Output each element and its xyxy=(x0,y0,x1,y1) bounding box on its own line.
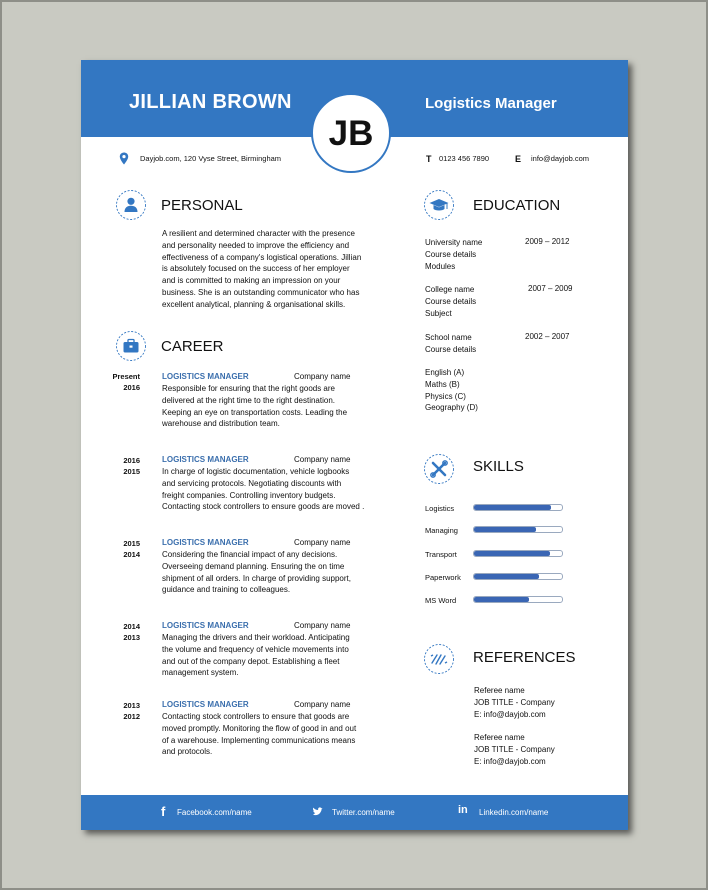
location-pin-icon xyxy=(119,152,129,165)
summary-line: and personality needed to improve the efficiency and xyxy=(162,240,350,250)
education-years: 2002 – 2007 xyxy=(525,332,570,341)
referee-job: JOB TITLE - Company xyxy=(474,744,555,754)
description-line: of a warehouse. Implementing communications means xyxy=(162,735,356,745)
footer-band xyxy=(81,795,628,830)
job-years xyxy=(102,371,140,393)
phone-text: 0123 456 7890 xyxy=(439,154,490,163)
tools-icon xyxy=(423,453,455,485)
subject-grade: Maths (B) xyxy=(425,379,460,389)
personal-summary xyxy=(162,228,361,311)
job-title-entry: LOGISTICS MANAGER xyxy=(162,538,249,547)
skill-bar-fill xyxy=(474,505,551,510)
description-line: management system. xyxy=(162,668,239,678)
year-end: 2013 xyxy=(123,701,140,710)
education-years: 2009 – 2012 xyxy=(525,237,570,246)
description-line: Contacting stock controllers to ensure that goods are xyxy=(162,712,350,721)
year-end: 2015 xyxy=(123,539,140,548)
institution-name: College name xyxy=(425,285,475,294)
job-years xyxy=(102,700,140,722)
year-start: 2013 xyxy=(123,633,140,642)
description-line: shipment of all orders. In charge of providing support, xyxy=(162,573,351,583)
summary-line: effectiveness of a company's logistical operations. Jillian xyxy=(162,252,362,262)
skill-label: Paperwork xyxy=(425,573,461,582)
skill-label: Transport xyxy=(425,550,457,559)
course-extra: Subject xyxy=(425,308,452,318)
skill-bar-fill xyxy=(474,574,539,579)
references-heading: REFERENCES xyxy=(473,649,576,666)
job-description xyxy=(162,711,356,758)
email-label: E xyxy=(515,154,522,164)
year-start: 2016 xyxy=(123,383,140,392)
company-name: Company name xyxy=(294,621,351,630)
description-line: In charge of logistic documentation, vehicle logbooks xyxy=(162,467,350,476)
job-title: Logistics Manager xyxy=(425,95,557,112)
education-entry xyxy=(425,237,482,272)
job-title-entry: LOGISTICS MANAGER xyxy=(162,372,249,381)
description-line: freight companies. Controlling inventory budgets. xyxy=(162,490,336,500)
course-extra: Modules xyxy=(425,261,456,271)
skill-label: Managing xyxy=(425,526,458,535)
skills-heading: SKILLS xyxy=(473,458,524,475)
linkedin-icon: in xyxy=(458,804,468,816)
referee-email: E: info@dayjob.com xyxy=(474,756,546,766)
job-title-entry: LOGISTICS MANAGER xyxy=(162,455,249,464)
year-start: 2014 xyxy=(123,550,140,559)
referee-name: Referee name xyxy=(474,733,525,742)
job-years xyxy=(102,538,140,560)
job-title-entry: LOGISTICS MANAGER xyxy=(162,621,249,630)
subject-grade: Physics (C) xyxy=(425,391,466,401)
job-description xyxy=(162,632,350,679)
referee-email: E: info@dayjob.com xyxy=(474,709,546,719)
year-end: 2014 xyxy=(123,622,140,631)
education-entry xyxy=(425,284,476,319)
summary-line: and is committed to making an impression on your xyxy=(162,276,341,286)
company-name: Company name xyxy=(294,372,351,381)
personal-heading: PERSONAL xyxy=(161,197,243,214)
course-details: Course details xyxy=(425,249,477,259)
skill-bar xyxy=(473,596,563,603)
referee-job: JOB TITLE - Company xyxy=(474,697,555,707)
description-line: and out of the company depot. Establishing a fleet xyxy=(162,656,340,666)
year-end: Present xyxy=(112,372,140,381)
education-years: 2007 – 2009 xyxy=(528,284,573,293)
twitter-icon xyxy=(312,807,323,817)
course-details: Course details xyxy=(425,344,477,354)
skill-bar-fill xyxy=(474,597,529,602)
description-line: Considering the financial impact of any decisions. xyxy=(162,550,338,559)
skill-bar-fill xyxy=(474,527,536,532)
address-text: Dayjob.com, 120 Vyse Street, Birmingham xyxy=(140,154,282,163)
company-name: Company name xyxy=(294,538,351,547)
education-heading: EDUCATION xyxy=(473,197,561,214)
skill-label: Logistics xyxy=(425,504,455,513)
phone-label: T xyxy=(426,154,432,164)
job-description xyxy=(162,383,347,430)
skill-bar xyxy=(473,550,563,557)
job-title-entry: LOGISTICS MANAGER xyxy=(162,700,249,709)
description-line: moved promptly. Monitoring the flow of good in and out xyxy=(162,723,357,733)
skill-bar-fill xyxy=(474,551,550,556)
description-line: Contacting stock controllers to ensure goods are moved . xyxy=(162,502,365,512)
skill-bar xyxy=(473,526,563,533)
twitter-link[interactable]: Twitter.com/name xyxy=(332,808,395,817)
handshake-icon xyxy=(423,643,455,675)
monogram-badge: JB xyxy=(311,93,391,173)
course-details: Course details xyxy=(425,296,477,306)
description-line: delivered at the right time to the right destination. xyxy=(162,395,335,405)
company-name: Company name xyxy=(294,700,351,709)
linkedin-link[interactable]: Linkedin.com/name xyxy=(479,808,549,817)
referee-name: Referee name xyxy=(474,686,525,695)
year-start: 2012 xyxy=(123,712,140,721)
summary-line: is absolutely focused on the success of her employer xyxy=(162,264,350,274)
description-line: Managing the drivers and their workload. Anticipating xyxy=(162,633,350,642)
summary-line: A resilient and determined character with the presence xyxy=(162,229,355,238)
skill-bar xyxy=(473,504,563,511)
subject-grades xyxy=(425,367,478,414)
description-line: guidance and training to colleagues. xyxy=(162,585,291,595)
description-line: warehouse and distribution team. xyxy=(162,419,280,429)
skill-label: MS Word xyxy=(425,596,457,605)
year-end: 2016 xyxy=(123,456,140,465)
candidate-name: JILLIAN BROWN xyxy=(129,91,292,113)
job-description xyxy=(162,466,364,513)
facebook-link[interactable]: Facebook.com/name xyxy=(177,808,252,817)
person-icon xyxy=(115,189,147,221)
summary-line: excellent analytical, planning & organisational skills. xyxy=(162,299,346,309)
job-years xyxy=(102,455,140,477)
email-text: info@dayjob.com xyxy=(531,154,590,163)
facebook-icon: f xyxy=(161,804,166,819)
summary-line: business. She is an outstanding communicator who has xyxy=(162,287,360,297)
briefcase-icon xyxy=(115,330,147,362)
description-line: and protocols. xyxy=(162,747,213,757)
description-line: the volume and frequency of vehicle movements into xyxy=(162,644,349,654)
skill-bar xyxy=(473,573,563,580)
education-entry xyxy=(425,332,476,356)
subject-grade: Geography (D) xyxy=(425,403,478,413)
subject-grade: English (A) xyxy=(425,368,465,377)
reference-entry xyxy=(474,685,555,720)
career-heading: CAREER xyxy=(161,338,224,355)
reference-entry xyxy=(474,732,555,767)
description-line: Overseeing demand planning. Ensuring the on time xyxy=(162,561,345,571)
resume-page xyxy=(81,60,628,830)
description-line: Responsible for ensuring that the right goods are xyxy=(162,384,335,393)
institution-name: University name xyxy=(425,238,483,247)
description-line: and servicing protocols. Negotiating discounts with xyxy=(162,478,342,488)
graduation-cap-icon xyxy=(423,189,455,221)
year-start: 2015 xyxy=(123,467,140,476)
description-line: Keeping an eye on transportation costs. Leading the xyxy=(162,407,348,417)
company-name: Company name xyxy=(294,455,351,464)
job-years xyxy=(102,621,140,643)
job-description xyxy=(162,549,351,596)
institution-name: School name xyxy=(425,333,472,342)
